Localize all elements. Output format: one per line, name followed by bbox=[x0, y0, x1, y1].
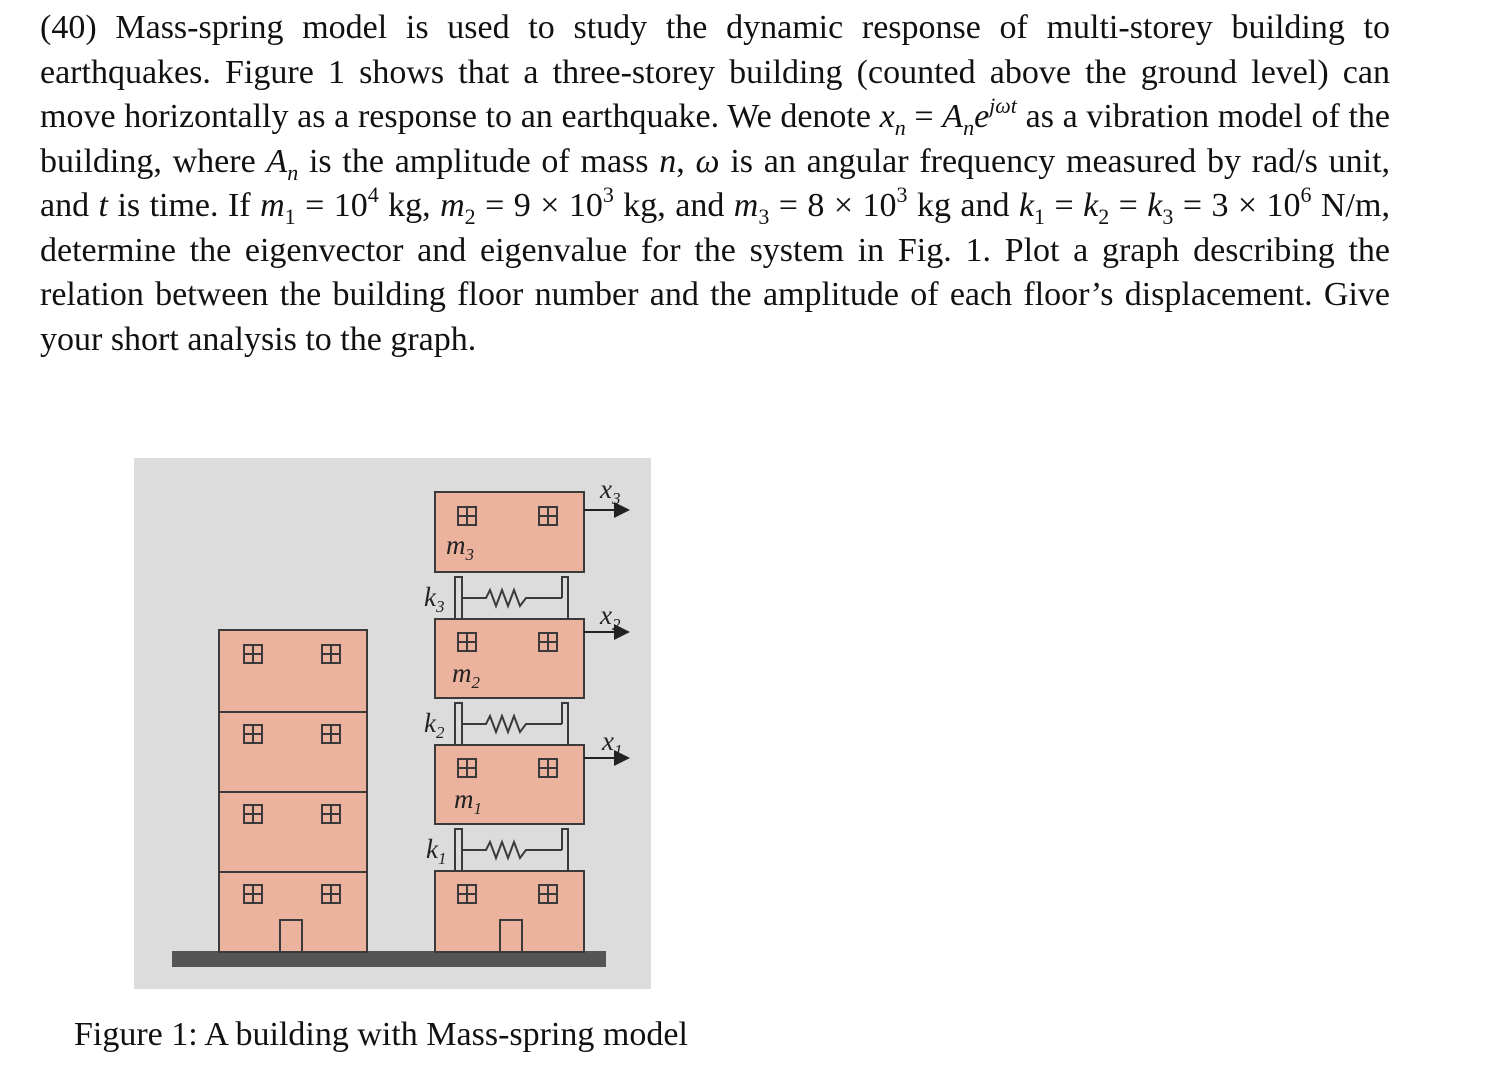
ground bbox=[172, 951, 606, 967]
m3-label: $m_3$ bbox=[446, 530, 474, 564]
mass-m2 bbox=[435, 619, 584, 698]
model-ground-floor bbox=[435, 871, 584, 952]
problem-text: (40) Mass-spring model is used to study the dynamic response of multi-storey building to earthquakes. Figure 1 shows that a three-storey building (counted above the ground level) can move horizontally as a response to an earthquake. We denote $x_n = A_ne^{j\omega t}$ as a vibration model of the building, where $A_n$ is the amplitude of mass n, ω is an angular frequency measured by rad/s unit, and t is time. If $m_1 = 10^4$ kg, $m_2 = 9 \times 10^3$ kg, and $m_3 = 8 \times 10^3$ kg and $k_1 = k_2 = k_3 = 3 \times 10^6$ N/m, determine the eigenvector and eigenvalue for the system in Fig. 1. Plot a graph describing the relation between the building floor number and the amplitude of each floor’s displacement. Give your short analysis to the graph. bbox=[40, 9, 1391, 358]
door-icon bbox=[280, 920, 302, 952]
figure-caption: Figure 1: A building with Mass-spring model bbox=[74, 1016, 688, 1053]
mass-spring-diagram bbox=[134, 458, 651, 989]
x2-label: $x_2$ bbox=[600, 600, 621, 634]
problem-number: (40) bbox=[40, 9, 97, 46]
figure-1 bbox=[134, 458, 651, 989]
mass-m1 bbox=[435, 745, 584, 824]
door-icon bbox=[500, 920, 522, 952]
mass-m3 bbox=[435, 492, 584, 572]
m1-label: $m_1$ bbox=[454, 784, 482, 818]
k3-label: $k_3$ bbox=[424, 582, 445, 616]
k2-label: $k_2$ bbox=[424, 708, 445, 742]
m2-label: $m_2$ bbox=[452, 658, 480, 692]
k1-label: $k_1$ bbox=[426, 834, 447, 868]
left-building bbox=[219, 630, 367, 952]
x3-label: $x_3$ bbox=[600, 474, 621, 508]
x1-label: $x_1$ bbox=[602, 726, 623, 760]
